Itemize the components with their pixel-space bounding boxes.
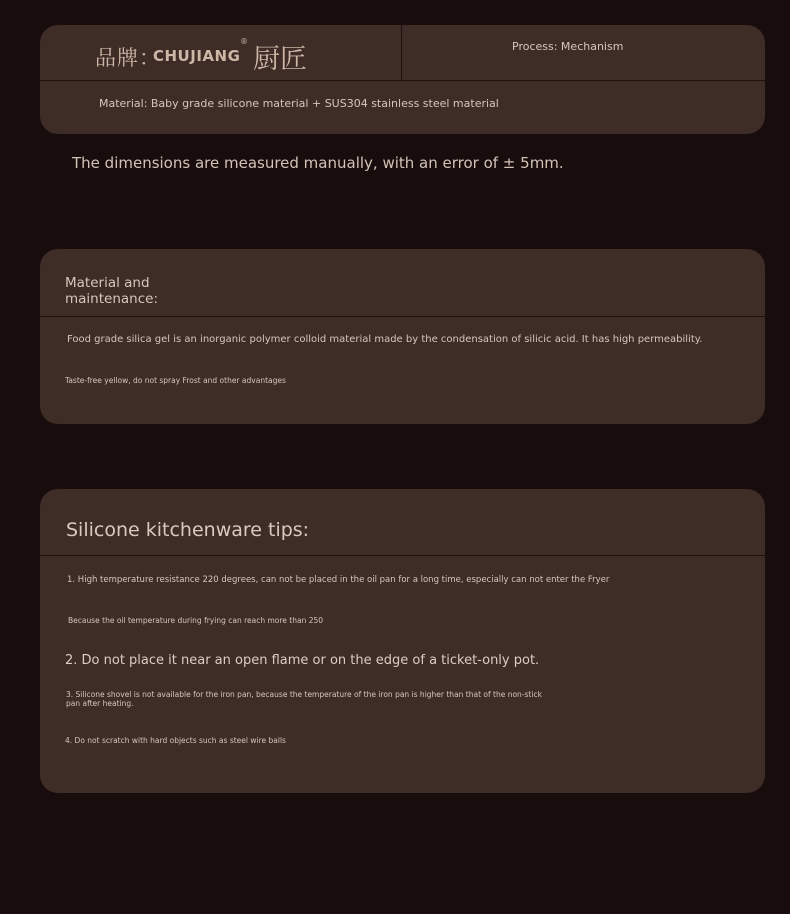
- maintenance-divider: [40, 316, 765, 317]
- tips-card: [40, 489, 765, 793]
- header-vertical-divider: [401, 25, 402, 80]
- tips-title: Silicone kitchenware tips:: [66, 519, 310, 541]
- tip-1-note: Because the oil temperature during frying can reach more than 250: [68, 616, 324, 625]
- process-label: Process: Mechanism: [512, 40, 624, 53]
- maintenance-paragraph-2: Taste-free yellow, do not spray Frost and other advantages: [65, 376, 286, 385]
- registered-mark: ®: [240, 37, 248, 46]
- tip-3: 3. Silicone shovel is not available for the iron pan, because the temperature of the iron pan is higher than that of the non-stick pan after heating.: [66, 690, 542, 708]
- maintenance-paragraph-1: Food grade silica gel is an inorganic polymer colloid material made by the condensation of silicic acid. It has high permeability.: [67, 334, 703, 345]
- material-line: Material: Baby grade silicone material + SUS304 stainless steel material: [99, 97, 499, 110]
- maintenance-label: Material and maintenance:: [65, 275, 158, 307]
- brand-logo: 厨匠: [253, 44, 307, 75]
- header-divider: [40, 80, 765, 81]
- brand-label-cn: 品牌：: [95, 46, 161, 70]
- measurement-notice: The dimensions are measured manually, with an error of ± 5mm.: [72, 154, 564, 172]
- tip-4: 4. Do not scratch with hard objects such as steel wire balls: [65, 736, 286, 745]
- tips-divider: [40, 555, 765, 556]
- tip-2: 2. Do not place it near an open flame or on the edge of a ticket-only pot.: [65, 653, 540, 668]
- brand-name: CHUJIANG: [153, 47, 241, 65]
- maintenance-card: [40, 249, 765, 424]
- spec-card: [40, 25, 765, 134]
- tip-1: 1. High temperature resistance 220 degrees, can not be placed in the oil pan for a long time, especially can not enter the Fryer: [67, 575, 610, 585]
